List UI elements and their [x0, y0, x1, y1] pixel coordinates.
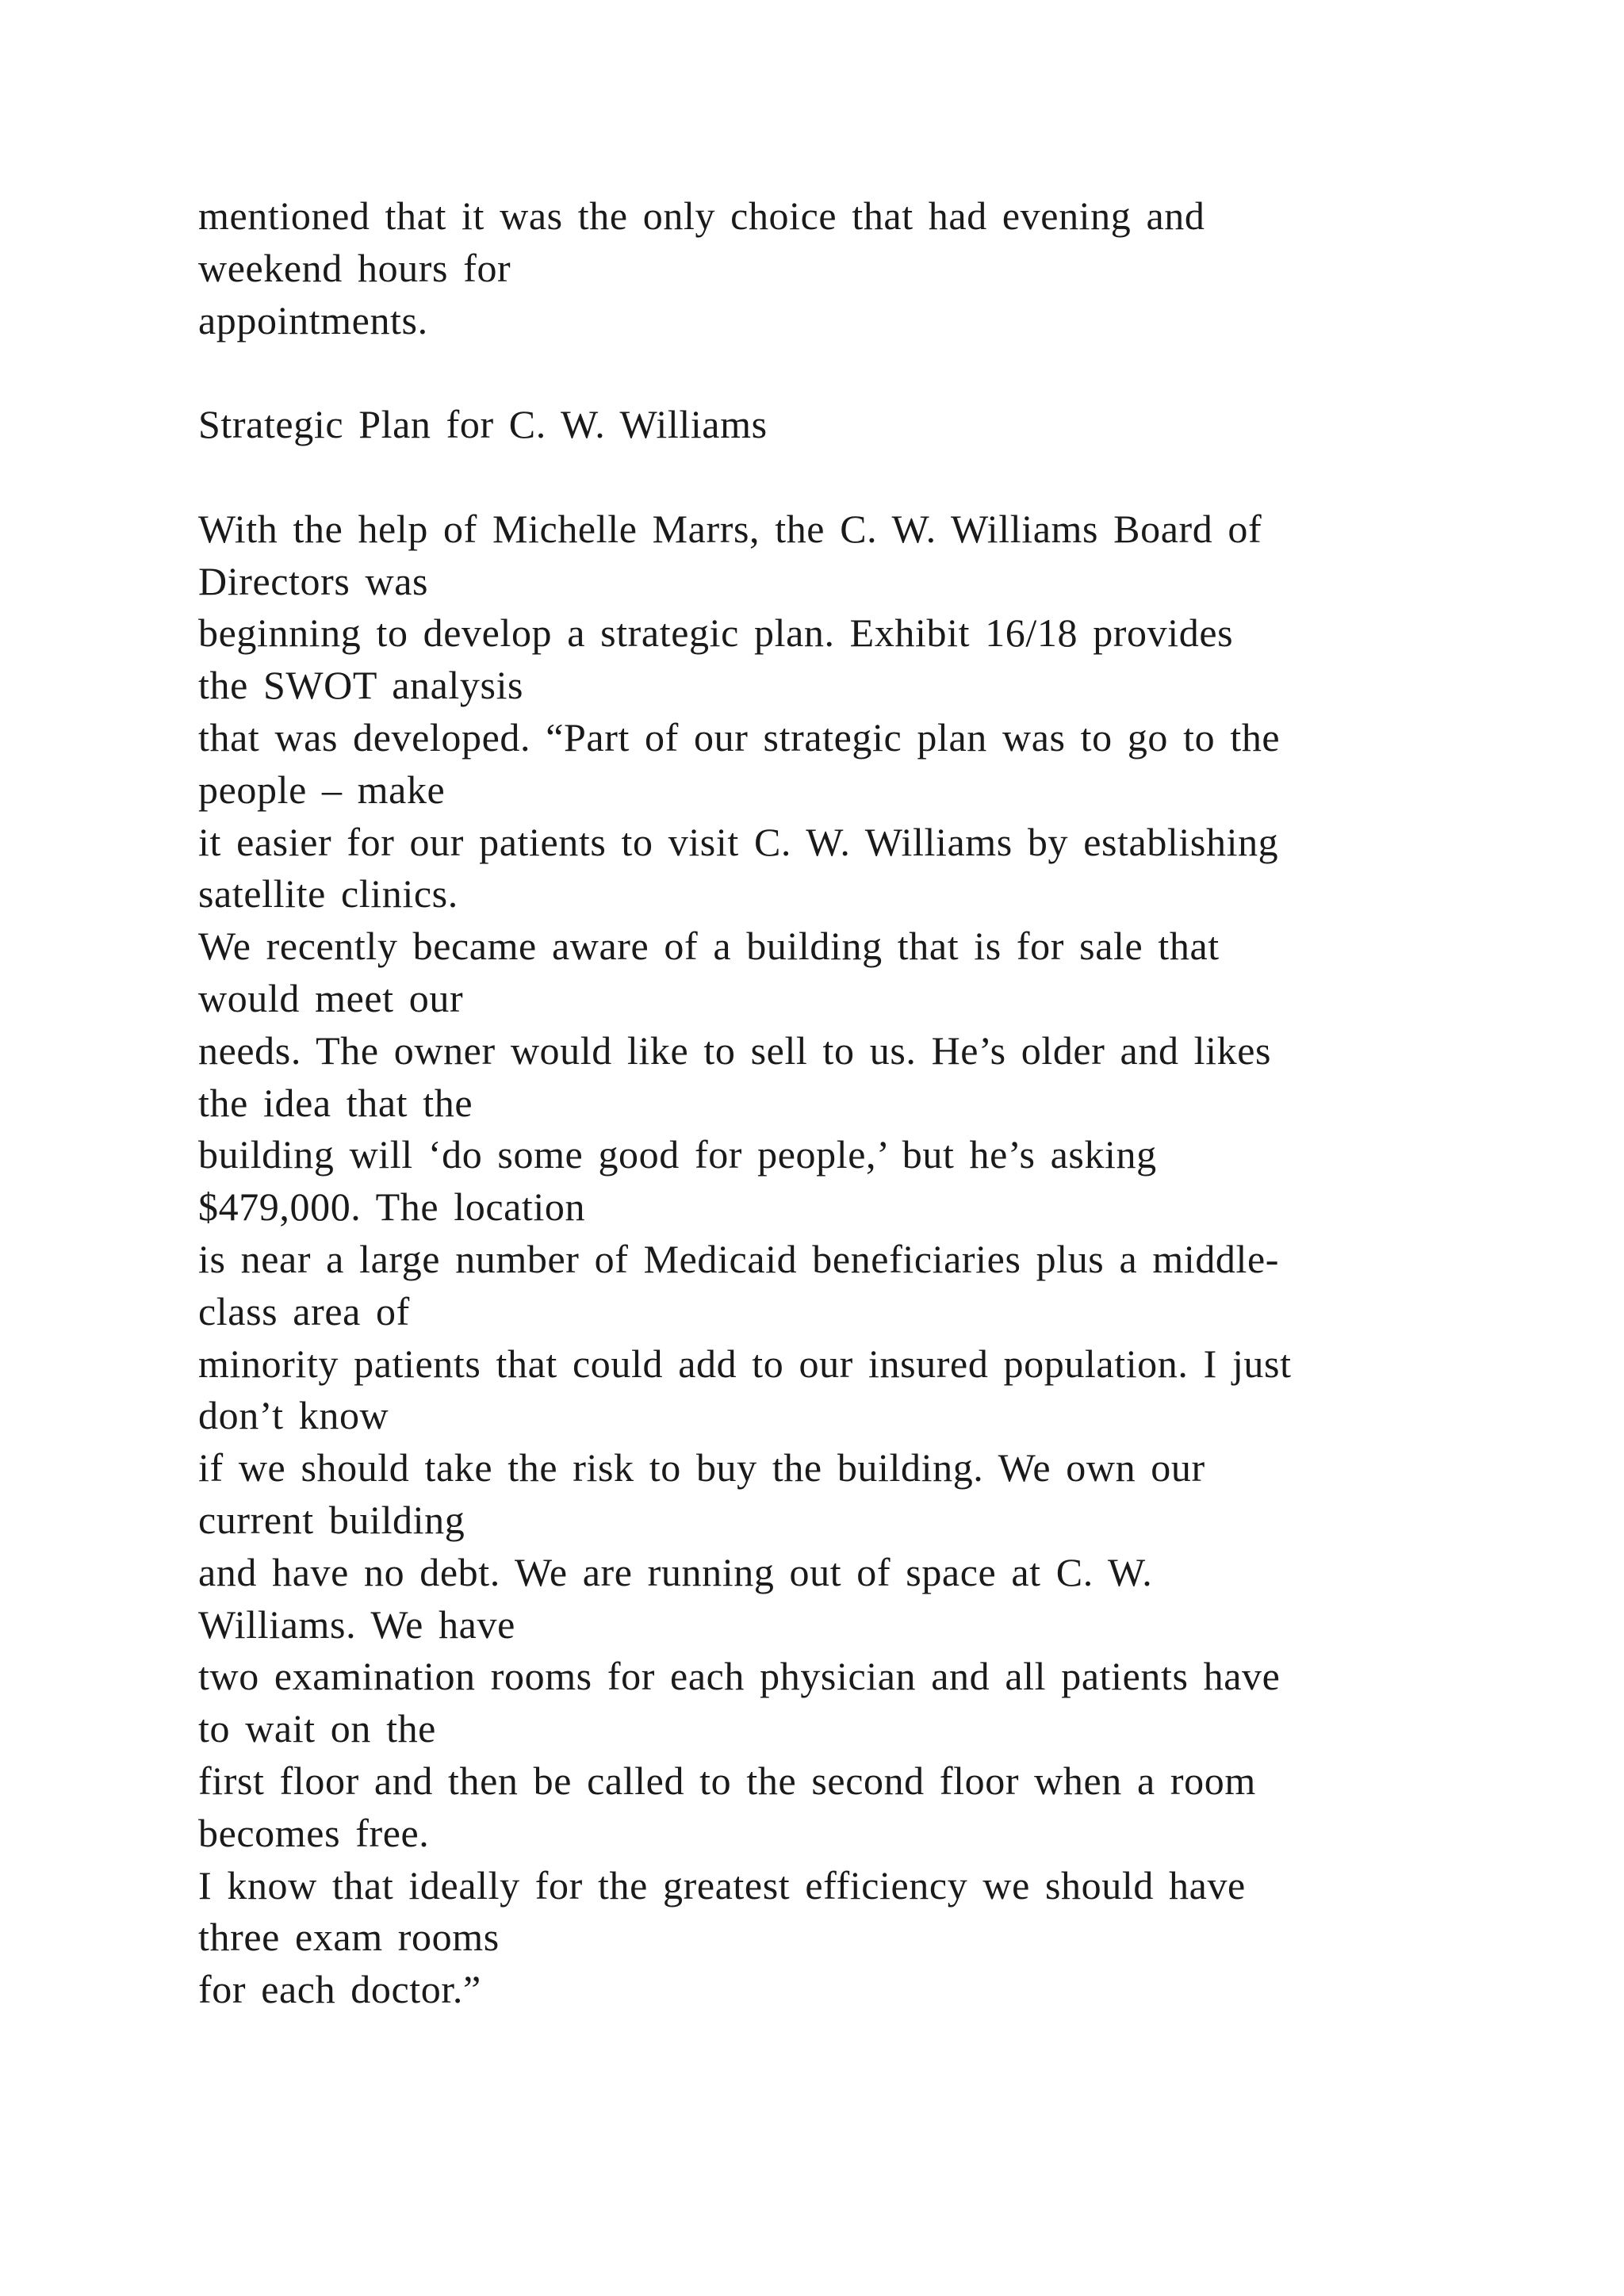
- text-line: Williams. We have: [198, 1601, 515, 1647]
- text-line: class area of: [198, 1288, 410, 1334]
- text-line: the idea that the: [198, 1080, 473, 1125]
- text-line: With the help of Michelle Marrs, the C. W. Williams Board of: [198, 506, 1262, 551]
- text-line: Directors was: [198, 558, 429, 603]
- text-line: it easier for our patients to visit C. W. Williams by establishing: [198, 819, 1279, 864]
- text-line: needs. The owner would like to sell to us. He’s older and likes: [198, 1027, 1272, 1073]
- section-heading: Strategic Plan for C. W. Williams: [198, 402, 768, 447]
- text-line: and have no debt. We are running out of space at C. W.: [198, 1549, 1153, 1594]
- text-line: people – make: [198, 767, 446, 812]
- paragraph-break: [198, 451, 1499, 503]
- text-line: two examination rooms for each physician and all patients have: [198, 1654, 1281, 1699]
- text-line: to wait on the: [198, 1706, 436, 1751]
- text-line: is near a large number of Medicaid beneficiaries plus a middle-: [198, 1236, 1280, 1281]
- text-line: don’t know: [198, 1393, 389, 1438]
- text-line: becomes free.: [198, 1810, 430, 1855]
- text-line: building will ‘do some good for people,’ but he’s asking: [198, 1132, 1157, 1177]
- text-line: three exam rooms: [198, 1915, 500, 1960]
- paragraph-break: [198, 346, 1499, 399]
- text-line: I know that ideally for the greatest efficiency we should have: [198, 1862, 1246, 1908]
- text-line: current building: [198, 1497, 465, 1542]
- text-line: minority patients that could add to our insured population. I just: [198, 1341, 1292, 1386]
- text-line: weekend hours for: [198, 245, 511, 290]
- text-line: $479,000. The location: [198, 1184, 586, 1230]
- text-line: would meet our: [198, 975, 464, 1020]
- text-line: that was developed. “Part of our strategic plan was to go to the: [198, 714, 1281, 760]
- text-line: satellite clinics.: [198, 871, 458, 916]
- text-line: mentioned that it was the only choice that had evening and: [198, 193, 1205, 238]
- text-line: for each doctor.”: [198, 1967, 481, 2012]
- text-line: We recently became aware of a building that is for sale that: [198, 924, 1220, 969]
- text-line: beginning to develop a strategic plan. Exhibit 16/18 provides: [198, 610, 1234, 656]
- body-text: [198, 190, 1499, 2016]
- text-line: first floor and then be called to the second floor when a room: [198, 1758, 1256, 1803]
- text-line: if we should take the risk to buy the building. We own our: [198, 1445, 1205, 1490]
- text-line: appointments.: [198, 297, 428, 342]
- text-line: the SWOT analysis: [198, 663, 524, 708]
